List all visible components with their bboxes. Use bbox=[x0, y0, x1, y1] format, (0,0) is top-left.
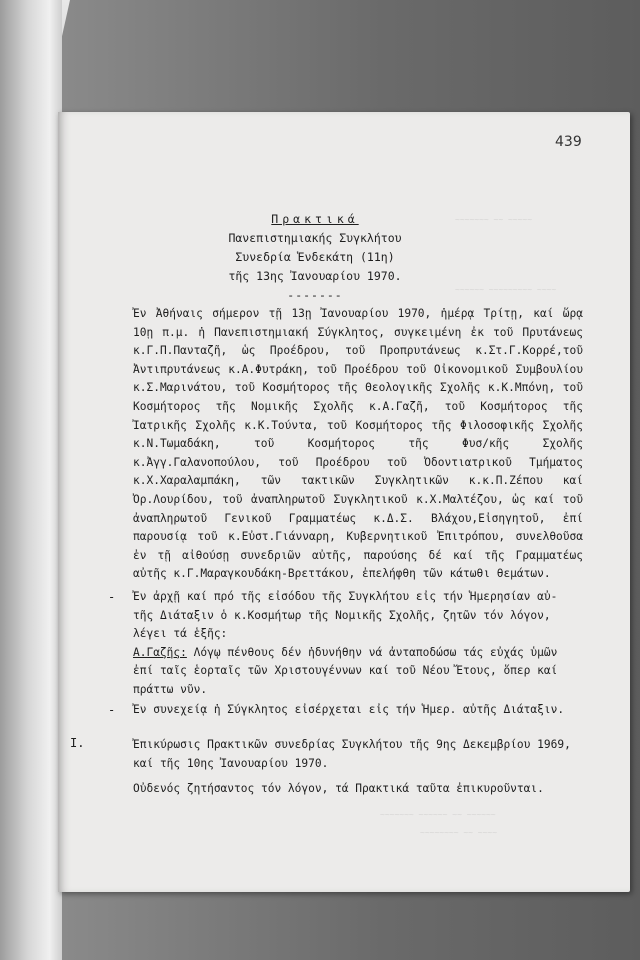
page-number: 439 bbox=[555, 134, 582, 150]
bleed-through-mark: ~~~~~~ ~~~~~~~~~ ~~~~ bbox=[455, 285, 557, 294]
item1-line: Ἐν ἀρχῇ καί πρό τῆς εἰσόδου τῆς Συγκλήτου εἰς τήν Ἡμερησίαν αὐ- bbox=[133, 590, 558, 603]
speaker-name: Α.Γαζῆς: bbox=[133, 645, 187, 659]
opening-paragraph: Ἐν Ἀθήναις σήμερον τῇ 13ῃ Ἰανουαρίου 1970, ἡμέρᾳ Τρίτῃ, καί ὥρᾳ 10ῃ π.μ. ἡ Πανεπιστημιακή Σύγκλητος, συγκειμένη ἐκ τοῦ Πρυτάνεως κ.Γ.Π.Πανταζῆ, ὡς Προέδρου, τοῦ Προπρυτάνεως κ.Στ.Γ.Κορρέ,τοῦ Ἀντιπρυτάνεως κ.Α.Φυτράκη, τοῦ Προέδρου τοῦ Οἰκονομικοῦ Συμβουλίου κ.Σ.Μαρινάτου, τοῦ Κοσμήτορος τῆς Θεολογικῆς Σχολῆς κ.Κ.Μπόνη, τοῦ Κοσμήτορος τῆς Νομικῆς Σχολῆς κ.Α.Γαζῆ, τοῦ Κοσμήτορος τῆς Ἰατρικῆς Σχολῆς κ.Κ.Τούντα, τοῦ Κοσμήτορος τῆς Φιλοσοφικῆς Σχολῆς κ.Ν.Τωμαδάκη, τοῦ Κοσμήτορος τῆς Φυσ/κῆς Σχολῆς κ.Ἀγγ.Γαλανοπούλου, τοῦ Προέδρου τοῦ Ὀδοντιατρικοῦ Τμήματος κ.Χ.Χαραλαμπάκη, τῶν τακτικῶν Συγκλητικῶν κ.κ.Π.Ζέπου καί Ὀρ.Λουρίδου, τοῦ ἀναπληρωτοῦ Συγκλητικοῦ κ.Χ.Μαλτέζου, ὡς καί τοῦ ἀναπληρωτοῦ Γενικοῦ Γραμματέως κ.Δ.Σ. Βλάχου,Εἰσηγητοῦ, ἐπί παρουσίᾳ τοῦ κ.Εὐστ.Γιάνναρη, Κυβερνητικοῦ Ἐπιτρόπου, συνελθοῦσα ἐν τῇ αἰθούσῃ συνεδριῶν αὐτῆς, παρούσης δέ καί τῆς Γραμματέως αὐτῆς κ.Γ.Μαραγκουδάκη-Βρεττάκου, ἐπελήφθη τῶν κάτωθι θεμάτων. bbox=[133, 307, 583, 581]
item-marker: - bbox=[108, 703, 116, 717]
header-line-date: τῆς 13ης Ἰανουαρίου 1970. bbox=[228, 269, 402, 283]
item3-block bbox=[133, 736, 583, 773]
item3-line: καί τῆς 10ης Ἰανουαρίου 1970. bbox=[133, 756, 329, 770]
speech-text: Λόγῳ πένθους δέν ἠδυνήθην νά ἀνταποδώσω τάς εὐχάς ὑμῶν bbox=[193, 645, 558, 659]
item-numeral: I. bbox=[70, 736, 85, 750]
item1-line: τῆς Διάταξιν ὁ κ.Κοσμήτωρ τῆς Νομικῆς Σχολῆς, ζητῶν τόν λόγον, bbox=[133, 608, 551, 622]
bleed-through-mark: ~~~~~~~~ ~~ ~~~~ bbox=[420, 828, 498, 837]
header-line-senate: Πανεπιστημιακής Συγκλήτου bbox=[228, 231, 402, 245]
bleed-through-mark: ~~~~~~~ ~~~~~~ ~~ ~~~~~~ bbox=[380, 810, 496, 819]
header-line-session: Συνεδρία Ἑνδεκάτη (11η) bbox=[235, 250, 395, 264]
book-binding bbox=[0, 0, 62, 960]
item2-text: Ἐν συνεχείᾳ ἡ Σύγκλητος εἰσέρχεται εἰς τήν Ἡμερ. αὐτῆς Διάταξιν. bbox=[133, 703, 565, 716]
document-title: Πρακτικά bbox=[271, 212, 359, 226]
header-rule: ------- bbox=[287, 288, 343, 302]
item-marker: - bbox=[108, 590, 116, 604]
speech-line: πράττω νῦν. bbox=[133, 682, 208, 696]
document-header bbox=[190, 210, 440, 305]
item1-block bbox=[133, 588, 583, 700]
speech-line bbox=[133, 644, 583, 663]
speech-line: ἐπί ταῖς ἑορταῖς τῶν Χριστουγέννων καί τοῦ Νέου Ἔτους, ὅπερ καί bbox=[133, 664, 558, 678]
closing-sentence: Οὐδενός ζητήσαντος τόν λόγον, τά Πρακτικά ταῦτα ἐπικυροῦνται. bbox=[133, 782, 544, 795]
item1-line: λέγει τά ἑξῆς: bbox=[133, 627, 228, 641]
item3-line: Ἐπικύρωσις Πρακτικῶν συνεδρίας Συγκλήτου τῆς 9ης Δεκεμβρίου 1969, bbox=[133, 738, 571, 751]
bleed-through-mark: ~~~~~~~ ~~ ~~~~~ bbox=[455, 215, 533, 224]
